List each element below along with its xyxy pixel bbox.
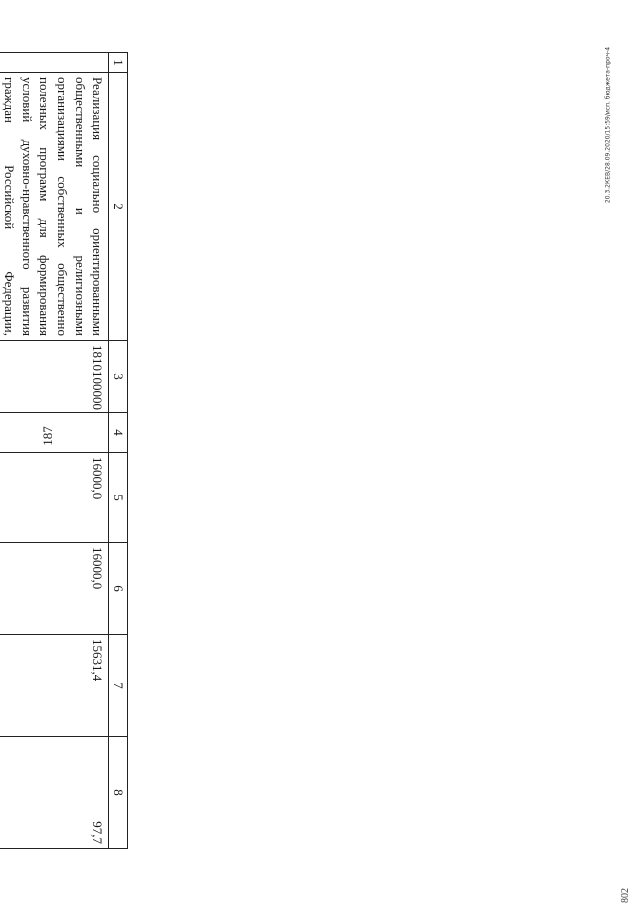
col-header: 6 — [109, 543, 128, 635]
budget-table — [0, 52, 128, 849]
col-header: 2 — [109, 73, 128, 341]
row-plan: 16000,0 — [0, 453, 109, 543]
footer-code: 20.3.2КЕВ/28.09.2020/15:59/исп. бюджета-проч-4 — [604, 46, 612, 204]
col-header: 1 — [109, 53, 128, 73]
row-percent: 97,7 — [0, 737, 109, 849]
table-row — [0, 53, 109, 849]
row-type — [0, 413, 109, 453]
col-header: 4 — [109, 413, 128, 453]
col-header: 3 — [109, 341, 128, 413]
corner-number: 802 — [620, 888, 631, 903]
row-revised: 16000,0 — [0, 543, 109, 635]
row-code: 1810100000 — [0, 341, 109, 413]
row-description: Реализация социально ориентированными общественными и религиозными организациями собственных общественно полезных программ для формирования условий духовно-нравственного развития граждан Российской Федерации, — [0, 73, 109, 341]
row-executed: 15631,4 — [0, 635, 109, 737]
page-number: 187 — [39, 426, 55, 446]
col-header: 8 — [109, 737, 128, 849]
col-header: 5 — [109, 453, 128, 543]
col-header: 7 — [109, 635, 128, 737]
header-row — [109, 53, 128, 849]
